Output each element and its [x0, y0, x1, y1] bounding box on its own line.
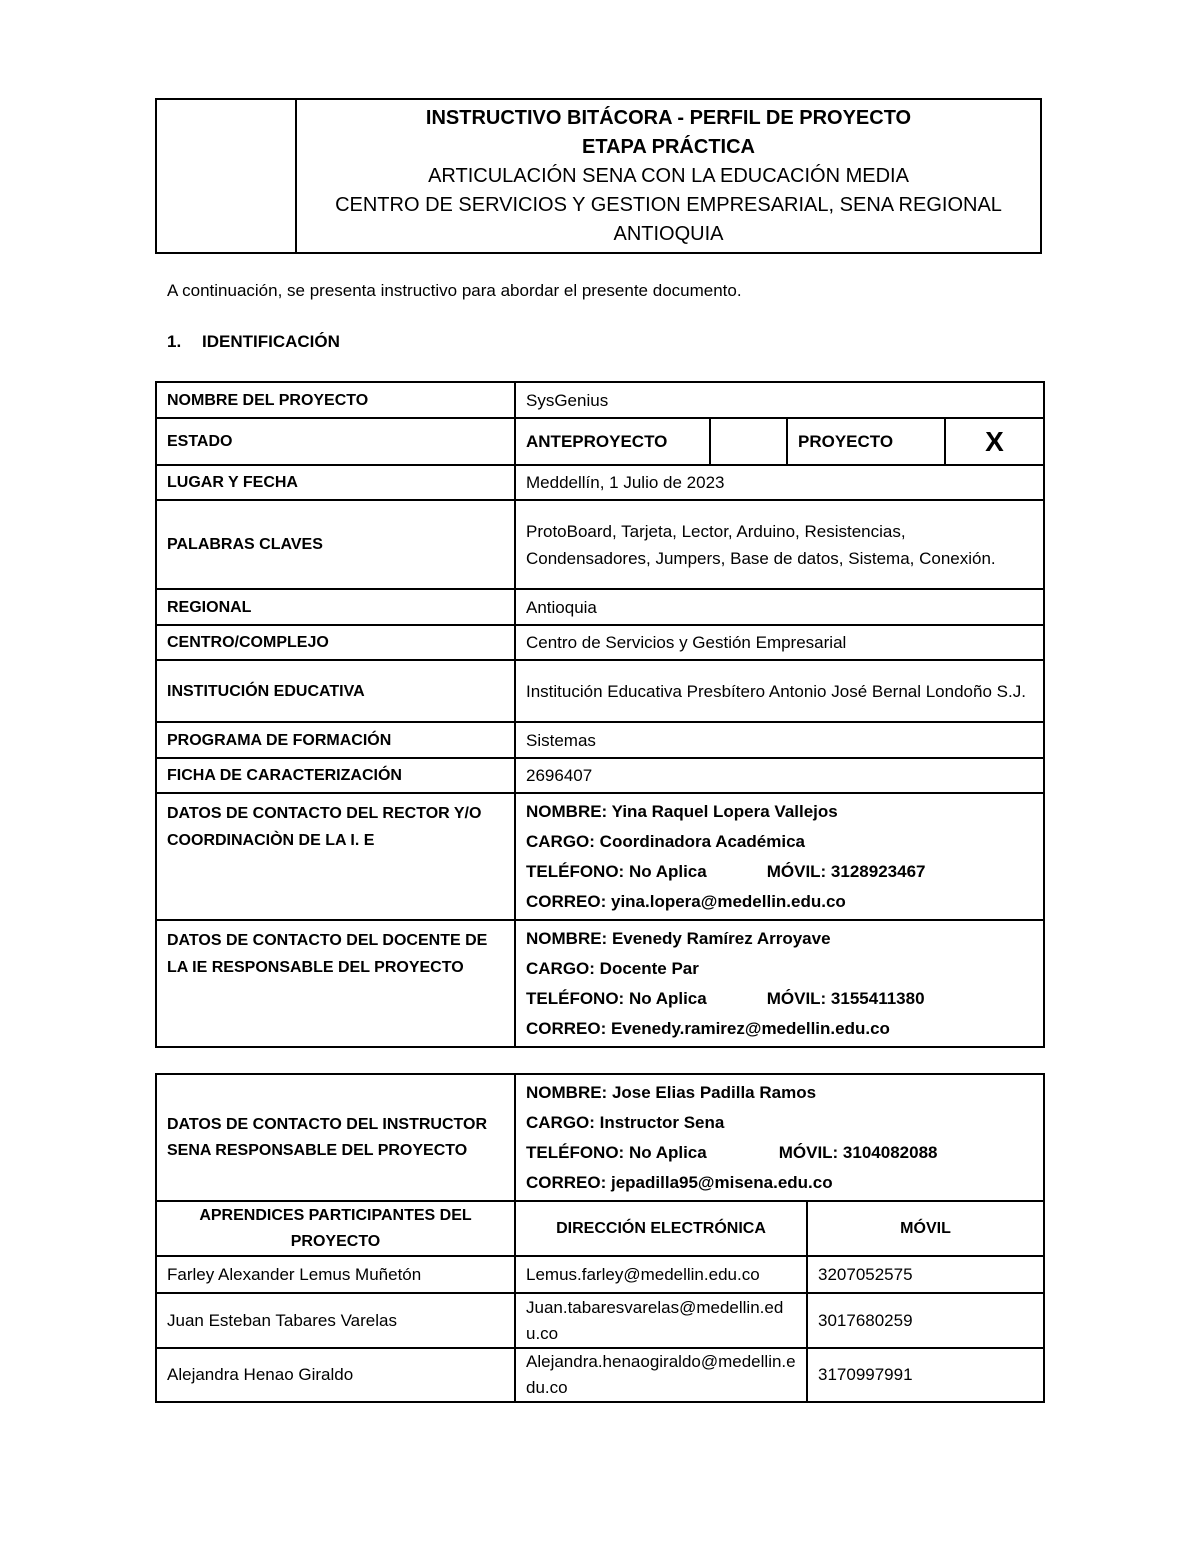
table-header-row [156, 1201, 1044, 1256]
document-title: INSTRUCTIVO BITÁCORA - PERFIL DE PROYECTO [425, 106, 912, 129]
aprendiz-nombre: Juan Esteban Tabares Varelas [156, 1293, 515, 1348]
table-row [156, 418, 1044, 465]
proyecto-label: PROYECTO [787, 418, 945, 465]
aprendiz-nombre: Farley Alexander Lemus Muñetón [156, 1256, 515, 1293]
header-line-2: CENTRO DE SERVICIOS Y GESTION EMPRESARIAL, SENA REGIONAL [335, 193, 1002, 216]
institucion: Institución Educativa Presbítero Antonio José Bernal Londoño S.J. [515, 660, 1044, 722]
column-header: MÓVIL [807, 1201, 1044, 1256]
ficha: 2696407 [515, 758, 1044, 793]
instructor-contact [515, 1074, 1044, 1201]
header-table [155, 98, 1042, 254]
label-cell: PROGRAMA DE FORMACIÓN [156, 722, 515, 758]
table-row [156, 1348, 1044, 1402]
table-row [156, 1293, 1044, 1348]
table-row [156, 382, 1044, 418]
table-row [156, 660, 1044, 722]
aprendiz-movil: 3017680259 [807, 1293, 1044, 1348]
centro: Centro de Servicios y Gestión Empresarial [515, 625, 1044, 660]
label-cell: FICHA DE CARACTERIZACIÓN [156, 758, 515, 793]
table-row [156, 722, 1044, 758]
contact-name: NOMBRE: Yina Raquel Lopera Vallejos [526, 801, 838, 821]
contact-role: CARGO: Coordinadora Académica [526, 831, 805, 851]
section-title: IDENTIFICACIÓN [202, 332, 340, 351]
team-table [155, 1073, 1045, 1403]
column-header: APRENDICES PARTICIPANTES DEL PROYECTO [156, 1201, 515, 1256]
aprendiz-movil: 3207052575 [807, 1256, 1044, 1293]
aprendiz-movil: 3170997991 [807, 1348, 1044, 1402]
contact-phone: TELÉFONO: No Aplica [526, 1142, 707, 1162]
table-row [156, 1256, 1044, 1293]
contact-role: CARGO: Instructor Sena [526, 1112, 725, 1132]
proyecto-checkbox: X [945, 418, 1044, 465]
contact-phone-line [526, 1138, 1033, 1168]
contact-phone-line [526, 984, 1033, 1014]
label-cell: INSTITUCIÓN EDUCATIVA [156, 660, 515, 722]
header-line-1: ARTICULACIÓN SENA CON LA EDUCACIÓN MEDIA [428, 164, 909, 187]
table-row [156, 793, 1044, 920]
rector-contact [515, 793, 1044, 920]
aprendiz-nombre: Alejandra Henao Giraldo [156, 1348, 515, 1402]
contact-name: NOMBRE: Evenedy Ramírez Arroyave [526, 928, 831, 948]
logo-cell [156, 99, 296, 253]
contact-phone-line [526, 857, 1033, 887]
contact-mobile: MÓVIL: 3128923467 [766, 861, 926, 881]
intro-text: A continuación, se presenta instructivo para abordar el presente documento. [167, 281, 742, 300]
section-number: 1. [167, 332, 182, 351]
label-cell: PALABRAS CLAVES [156, 500, 515, 589]
regional: Antioquia [515, 589, 1044, 625]
label-cell: REGIONAL [156, 589, 515, 625]
aprendiz-correo: Juan.tabaresvarelas@medellin.edu.co [515, 1293, 807, 1348]
table-row [156, 758, 1044, 793]
contact-email: CORREO: yina.lopera@medellin.edu.co [526, 891, 846, 911]
label-cell: DATOS DE CONTACTO DEL RECTOR Y/O COORDINACIÒN DE LA I. E [156, 793, 515, 920]
keywords: ProtoBoard, Tarjeta, Lector, Arduino, Resistencias, Condensadores, Jumpers, Base de datos, Sistema, Conexión. [515, 500, 1044, 589]
section-heading [167, 332, 340, 352]
label-cell: NOMBRE DEL PROYECTO [156, 382, 515, 418]
label-cell: DATOS DE CONTACTO DEL INSTRUCTOR SENA RESPONSABLE DEL PROYECTO [156, 1074, 515, 1201]
contact-email: CORREO: Evenedy.ramirez@medellin.edu.co [526, 1018, 890, 1038]
contact-role: CARGO: Docente Par [526, 958, 699, 978]
table-row [156, 589, 1044, 625]
table-row [156, 1074, 1044, 1201]
contact-name: NOMBRE: Jose Elias Padilla Ramos [526, 1082, 817, 1102]
table-row [156, 465, 1044, 500]
place-date: Meddellín, 1 Julio de 2023 [515, 465, 1044, 500]
header-line-3: ANTIOQUIA [613, 222, 724, 245]
label-cell: DATOS DE CONTACTO DEL DOCENTE DE LA IE RESPONSABLE DEL PROYECTO [156, 920, 515, 1047]
contact-mobile: MÓVIL: 3104082088 [778, 1142, 938, 1162]
aprendiz-correo: Alejandra.henaogiraldo@medellin.edu.co [515, 1348, 807, 1402]
table-row [156, 625, 1044, 660]
contact-phone: TELÉFONO: No Aplica [526, 988, 707, 1008]
identification-table [155, 381, 1045, 1048]
column-header: DIRECCIÓN ELECTRÓNICA [515, 1201, 807, 1256]
aprendiz-correo: Lemus.farley@medellin.edu.co [515, 1256, 807, 1293]
table-row [156, 920, 1044, 1047]
contact-phone: TELÉFONO: No Aplica [526, 861, 707, 881]
header-title-cell [296, 99, 1041, 253]
label-cell: ESTADO [156, 418, 515, 465]
document-subtitle: ETAPA PRÁCTICA [582, 135, 755, 158]
label-cell: CENTRO/COMPLEJO [156, 625, 515, 660]
anteproyecto-label: ANTEPROYECTO [515, 418, 710, 465]
programa: Sistemas [515, 722, 1044, 758]
contact-mobile: MÓVIL: 3155411380 [766, 988, 925, 1008]
label-cell: LUGAR Y FECHA [156, 465, 515, 500]
docente-contact [515, 920, 1044, 1047]
anteproyecto-checkbox [710, 418, 787, 465]
project-name: SysGenius [515, 382, 1044, 418]
table-row [156, 500, 1044, 589]
contact-email: CORREO: jepadilla95@misena.edu.co [526, 1172, 833, 1192]
